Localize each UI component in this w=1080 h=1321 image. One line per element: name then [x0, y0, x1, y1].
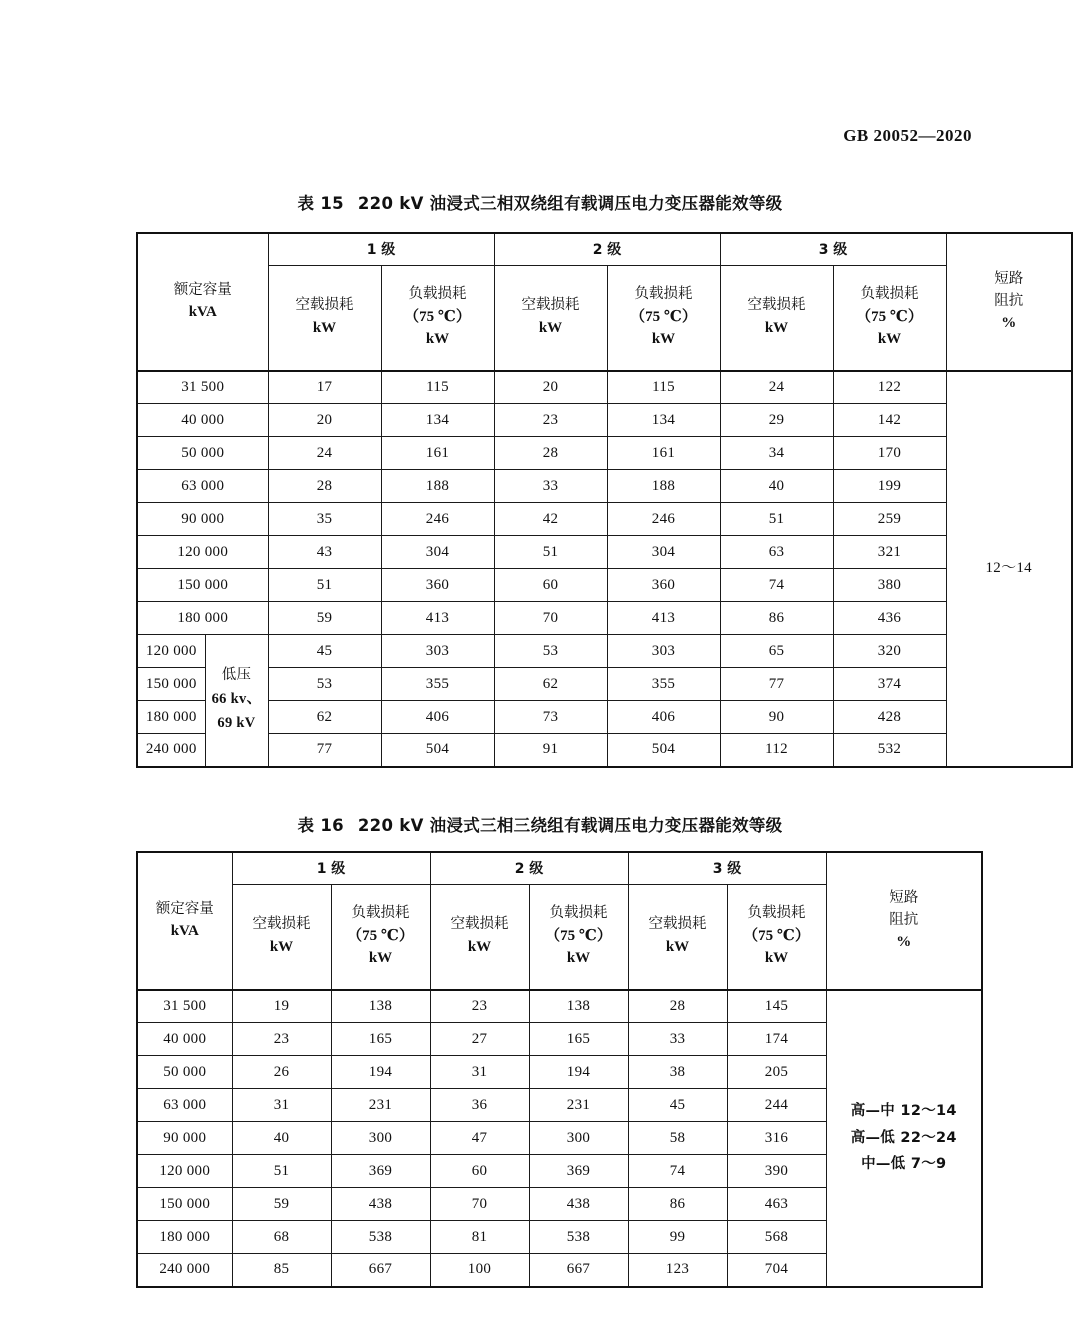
table-row [137, 536, 1072, 569]
cell-l3-loadloss: 463 [727, 1188, 826, 1221]
cell-l1-loadloss: 300 [331, 1122, 430, 1155]
cell-l2-loadloss: 355 [607, 668, 720, 701]
standard-number-header: GB 20052—2020 [843, 126, 972, 145]
cell-capacity: 150 000 [137, 1188, 232, 1221]
cell-capacity: 63 000 [137, 1089, 232, 1122]
table-15-body [137, 371, 1072, 767]
table-15-level-row [137, 233, 1072, 265]
cell-l2-loadloss: 194 [529, 1056, 628, 1089]
cell-capacity: 120 000 [137, 635, 205, 668]
lv-label-line3: 69 kV [217, 715, 256, 732]
cell-l3-loadloss: 321 [833, 536, 946, 569]
table-15 [136, 232, 1073, 768]
cell-l3-loadloss: 374 [833, 668, 946, 701]
impedance-line-1: 高—中 12～14 [850, 1103, 957, 1120]
cell-l1-loadloss: 304 [381, 536, 494, 569]
table-16-l2-loadloss-header: 负载损耗 （75 ℃） kW [529, 884, 628, 990]
cell-l2-noload: 81 [430, 1221, 529, 1254]
cell-capacity: 180 000 [137, 602, 268, 635]
cell-l2-loadloss: 231 [529, 1089, 628, 1122]
cell-l1-noload: 23 [232, 1023, 331, 1056]
cell-l3-noload: 24 [720, 371, 833, 404]
cell-l3-noload: 112 [720, 734, 833, 767]
cell-l3-loadloss: 244 [727, 1089, 826, 1122]
cell-capacity: 50 000 [137, 437, 268, 470]
cell-capacity: 31 500 [137, 990, 232, 1023]
cell-l1-noload: 59 [232, 1188, 331, 1221]
cell-l2-loadloss: 438 [529, 1188, 628, 1221]
table-16-impedance-value [826, 990, 982, 1287]
cell-l1-loadloss: 504 [381, 734, 494, 767]
cell-l1-loadloss: 413 [381, 602, 494, 635]
cell-capacity: 40 000 [137, 404, 268, 437]
cell-l2-noload: 60 [494, 569, 607, 602]
cell-capacity: 240 000 [137, 734, 205, 767]
cell-l3-noload: 28 [628, 990, 727, 1023]
table-16-caption [0, 812, 1080, 836]
table-15-caption-number: 表 15 [297, 194, 344, 213]
cell-capacity: 180 000 [137, 701, 205, 734]
cell-l2-noload: 23 [494, 404, 607, 437]
cell-l1-loadloss: 165 [331, 1023, 430, 1056]
cell-l2-noload: 23 [430, 990, 529, 1023]
cell-l1-loadloss: 667 [331, 1254, 430, 1287]
table-row [137, 602, 1072, 635]
cell-l2-noload: 20 [494, 371, 607, 404]
table-15-l1-loadloss-header: 负载损耗 （75 ℃） kW [381, 265, 494, 371]
table-16-caption-number: 表 16 [297, 816, 344, 835]
cell-l2-noload: 27 [430, 1023, 529, 1056]
table-15-l1-noload-header: 空载损耗 kW [268, 265, 381, 371]
cell-l2-noload: 62 [494, 668, 607, 701]
cell-l2-loadloss: 304 [607, 536, 720, 569]
cell-l3-loadloss: 436 [833, 602, 946, 635]
table-row [137, 437, 1072, 470]
cell-l1-loadloss: 355 [381, 668, 494, 701]
cell-l3-noload: 40 [720, 470, 833, 503]
cell-capacity: 90 000 [137, 503, 268, 536]
table-15-l2-noload-header: 空载损耗 kW [494, 265, 607, 371]
cell-l2-noload: 91 [494, 734, 607, 767]
table-row [137, 503, 1072, 536]
impedance-line-2: 高—低 22～24 [850, 1129, 957, 1146]
table-15-l2-loadloss-header: 负载损耗 （75 ℃） kW [607, 265, 720, 371]
table-16-body [137, 990, 982, 1287]
cell-l3-loadloss: 428 [833, 701, 946, 734]
cell-capacity: 120 000 [137, 1155, 232, 1188]
table-15-caption [0, 190, 1080, 214]
cell-l1-loadloss: 360 [381, 569, 494, 602]
cell-l1-loadloss: 188 [381, 470, 494, 503]
table-row [137, 990, 982, 1023]
cell-l3-noload: 123 [628, 1254, 727, 1287]
cell-l2-loadloss: 300 [529, 1122, 628, 1155]
cell-l3-noload: 65 [720, 635, 833, 668]
cell-l1-noload: 40 [232, 1122, 331, 1155]
table-row [137, 635, 1072, 668]
table-15-wrapper [136, 232, 1032, 768]
lv-label-line2: 66 kv、 [211, 691, 262, 708]
cell-l2-noload: 70 [494, 602, 607, 635]
cell-l1-noload: 19 [232, 990, 331, 1023]
table-16-head [137, 852, 982, 990]
cell-l3-loadloss: 390 [727, 1155, 826, 1188]
cell-capacity: 40 000 [137, 1023, 232, 1056]
cell-l3-noload: 51 [720, 503, 833, 536]
cell-l1-loadloss: 231 [331, 1089, 430, 1122]
cell-l3-noload: 29 [720, 404, 833, 437]
cell-capacity: 90 000 [137, 1122, 232, 1155]
cell-l2-loadloss: 369 [529, 1155, 628, 1188]
table-16-l3-loadloss-header: 负载损耗 （75 ℃） kW [727, 884, 826, 990]
table-16-level-2-header: 2 级 [430, 852, 628, 884]
cell-l2-loadloss: 138 [529, 990, 628, 1023]
table-16-l3-noload-header: 空载损耗 kW [628, 884, 727, 990]
cell-l1-loadloss: 369 [331, 1155, 430, 1188]
cell-l1-noload: 62 [268, 701, 381, 734]
cell-l3-loadloss: 205 [727, 1056, 826, 1089]
cell-l3-noload: 34 [720, 437, 833, 470]
cell-l2-loadloss: 413 [607, 602, 720, 635]
impedance-header-line2: 阻抗 [889, 911, 919, 928]
cell-l1-loadloss: 161 [381, 437, 494, 470]
cell-l3-noload: 58 [628, 1122, 727, 1155]
cell-l3-loadloss: 316 [727, 1122, 826, 1155]
table-16 [136, 851, 983, 1288]
cell-l1-noload: 28 [268, 470, 381, 503]
cell-l3-noload: 45 [628, 1089, 727, 1122]
cell-l1-loadloss: 138 [331, 990, 430, 1023]
cell-l2-noload: 100 [430, 1254, 529, 1287]
cell-l1-noload: 51 [268, 569, 381, 602]
capacity-header-name: 额定容量 [155, 900, 214, 917]
cell-l1-noload: 24 [268, 437, 381, 470]
impedance-header-line1: 短路 [889, 889, 919, 906]
cell-l3-loadloss: 704 [727, 1254, 826, 1287]
cell-l2-noload: 31 [430, 1056, 529, 1089]
impedance-header-line2: 阻抗 [994, 292, 1024, 309]
cell-l3-noload: 33 [628, 1023, 727, 1056]
cell-l1-noload: 45 [268, 635, 381, 668]
cell-l3-loadloss: 380 [833, 569, 946, 602]
cell-l3-loadloss: 568 [727, 1221, 826, 1254]
cell-l3-noload: 86 [628, 1188, 727, 1221]
cell-l1-loadloss: 134 [381, 404, 494, 437]
cell-capacity: 120 000 [137, 536, 268, 569]
cell-l2-loadloss: 165 [529, 1023, 628, 1056]
table-row [137, 470, 1072, 503]
cell-l1-noload: 43 [268, 536, 381, 569]
table-row [137, 404, 1072, 437]
table-15-impedance-value: 12～14 [946, 371, 1072, 767]
cell-l3-noload: 77 [720, 668, 833, 701]
cell-capacity: 150 000 [137, 569, 268, 602]
table-16-impedance-header [826, 852, 982, 990]
table-16-level-3-header: 3 级 [628, 852, 826, 884]
table-16-level-row [137, 852, 982, 884]
cell-l1-noload: 77 [268, 734, 381, 767]
cell-l2-loadloss: 188 [607, 470, 720, 503]
cell-capacity: 63 000 [137, 470, 268, 503]
cell-l2-loadloss: 504 [607, 734, 720, 767]
table-15-level-2-header: 2 级 [494, 233, 720, 265]
cell-l3-loadloss: 259 [833, 503, 946, 536]
cell-l3-noload: 63 [720, 536, 833, 569]
table-15-impedance-header [946, 233, 1072, 371]
cell-l1-loadloss: 194 [331, 1056, 430, 1089]
table-16-l1-loadloss-header: 负载损耗 （75 ℃） kW [331, 884, 430, 990]
cell-l2-noload: 53 [494, 635, 607, 668]
table-15-level-3-header: 3 级 [720, 233, 946, 265]
cell-l3-loadloss: 142 [833, 404, 946, 437]
cell-l2-loadloss: 538 [529, 1221, 628, 1254]
table-16-caption-text: 220 kV 油浸式三相三绕组有载调压电力变压器能效等级 [357, 816, 783, 835]
cell-l1-noload: 20 [268, 404, 381, 437]
cell-l2-noload: 51 [494, 536, 607, 569]
table-row [137, 569, 1072, 602]
impedance-line-3: 中—低 7～9 [861, 1156, 947, 1173]
table-row [137, 701, 1072, 734]
cell-l1-noload: 26 [232, 1056, 331, 1089]
table-16-level-1-header: 1 级 [232, 852, 430, 884]
cell-l1-noload: 17 [268, 371, 381, 404]
cell-l2-loadloss: 115 [607, 371, 720, 404]
cell-l1-loadloss: 115 [381, 371, 494, 404]
cell-l2-noload: 42 [494, 503, 607, 536]
table-15-capacity-header [137, 233, 268, 371]
cell-l3-loadloss: 199 [833, 470, 946, 503]
cell-l3-loadloss: 320 [833, 635, 946, 668]
table-16-capacity-header [137, 852, 232, 990]
capacity-header-unit: kVA [188, 304, 217, 321]
cell-capacity: 50 000 [137, 1056, 232, 1089]
cell-l1-noload: 68 [232, 1221, 331, 1254]
cell-l3-noload: 90 [720, 701, 833, 734]
table-15-l3-loadloss-header: 负载损耗 （75 ℃） kW [833, 265, 946, 371]
cell-l1-noload: 53 [268, 668, 381, 701]
table-15-l3-noload-header: 空载损耗 kW [720, 265, 833, 371]
cell-capacity: 150 000 [137, 668, 205, 701]
cell-l3-loadloss: 145 [727, 990, 826, 1023]
cell-capacity: 180 000 [137, 1221, 232, 1254]
cell-l1-loadloss: 303 [381, 635, 494, 668]
cell-l2-noload: 60 [430, 1155, 529, 1188]
cell-l2-noload: 70 [430, 1188, 529, 1221]
cell-l2-noload: 36 [430, 1089, 529, 1122]
cell-l3-noload: 99 [628, 1221, 727, 1254]
cell-l1-noload: 31 [232, 1089, 331, 1122]
capacity-header-name: 额定容量 [173, 281, 232, 298]
table-16-wrapper [136, 851, 981, 1288]
impedance-header-unit: % [896, 934, 912, 951]
cell-l1-loadloss: 538 [331, 1221, 430, 1254]
cell-l3-loadloss: 122 [833, 371, 946, 404]
cell-l1-noload: 85 [232, 1254, 331, 1287]
cell-l1-noload: 59 [268, 602, 381, 635]
cell-l1-noload: 51 [232, 1155, 331, 1188]
cell-l1-loadloss: 246 [381, 503, 494, 536]
impedance-header-unit: % [1001, 315, 1017, 332]
cell-l2-loadloss: 667 [529, 1254, 628, 1287]
table-15-caption-text: 220 kV 油浸式三相双绕组有载调压电力变压器能效等级 [357, 194, 783, 213]
cell-l2-loadloss: 406 [607, 701, 720, 734]
cell-l2-loadloss: 134 [607, 404, 720, 437]
cell-l3-loadloss: 174 [727, 1023, 826, 1056]
low-voltage-group-label [205, 635, 268, 767]
cell-l3-noload: 74 [720, 569, 833, 602]
cell-l2-noload: 33 [494, 470, 607, 503]
capacity-header-unit: kVA [170, 923, 199, 940]
cell-l1-noload: 35 [268, 503, 381, 536]
cell-l2-loadloss: 360 [607, 569, 720, 602]
cell-l2-loadloss: 303 [607, 635, 720, 668]
table-16-l2-noload-header: 空载损耗 kW [430, 884, 529, 990]
cell-capacity: 31 500 [137, 371, 268, 404]
lv-label-line1: 低压 [221, 667, 252, 684]
table-row [137, 668, 1072, 701]
table-16-l1-noload-header: 空载损耗 kW [232, 884, 331, 990]
cell-l1-loadloss: 438 [331, 1188, 430, 1221]
cell-l2-noload: 47 [430, 1122, 529, 1155]
cell-l3-loadloss: 170 [833, 437, 946, 470]
cell-l1-loadloss: 406 [381, 701, 494, 734]
table-15-head [137, 233, 1072, 371]
cell-capacity: 240 000 [137, 1254, 232, 1287]
cell-l3-noload: 74 [628, 1155, 727, 1188]
impedance-header-line1: 短路 [994, 270, 1024, 287]
table-row [137, 371, 1072, 404]
cell-l2-noload: 73 [494, 701, 607, 734]
cell-l2-noload: 28 [494, 437, 607, 470]
cell-l2-loadloss: 161 [607, 437, 720, 470]
cell-l3-noload: 38 [628, 1056, 727, 1089]
table-row [137, 734, 1072, 767]
cell-l3-noload: 86 [720, 602, 833, 635]
table-15-level-1-header: 1 级 [268, 233, 494, 265]
cell-l2-loadloss: 246 [607, 503, 720, 536]
table-15-subheader-row [137, 265, 1072, 371]
cell-l3-loadloss: 532 [833, 734, 946, 767]
